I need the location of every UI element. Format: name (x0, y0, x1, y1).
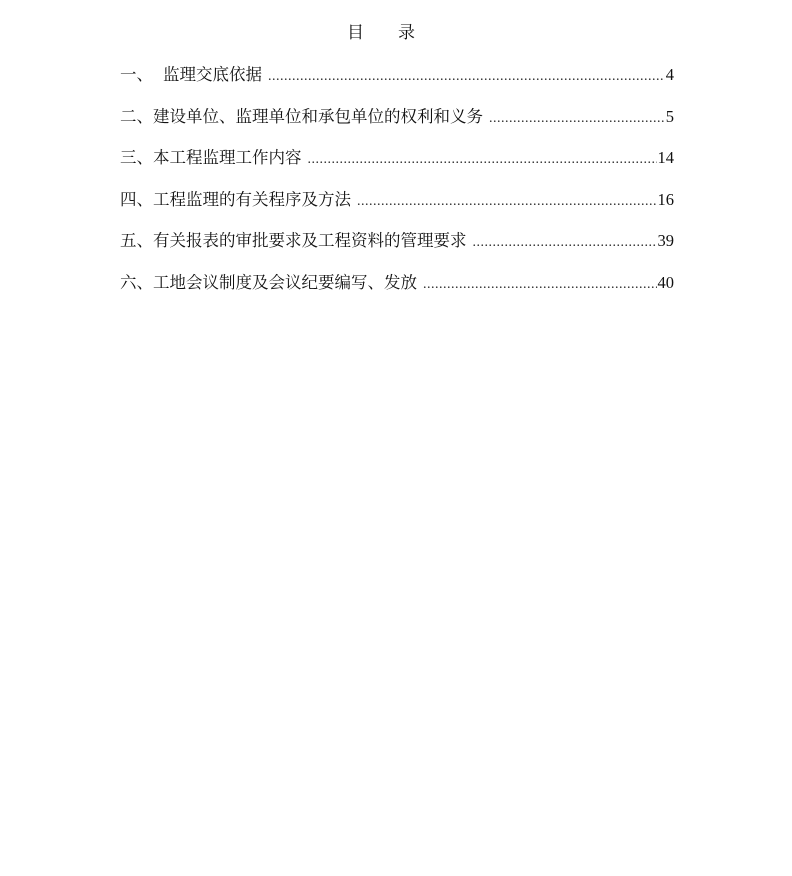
toc-entry-number: 六、 (120, 272, 153, 292)
toc-entry-number: 三、 (120, 148, 153, 168)
toc-dot-leader (473, 230, 657, 256)
toc-entry-number: 四、 (120, 189, 153, 209)
toc-entry-2[interactable] (120, 104, 674, 130)
toc-entry-number: 二、 (120, 106, 153, 126)
toc-entry-label: 有关报表的审批要求及工程资料的管理要求 (153, 231, 467, 251)
toc-dot-leader (308, 147, 657, 173)
toc-entry-label: 工程监理的有关程序及方法 (153, 189, 351, 209)
toc-entry-number: 一、 (120, 65, 153, 84)
toc-entry-label: 建设单位、监理单位和承包单位的权利和义务 (153, 106, 483, 126)
toc-dot-leader (268, 64, 665, 90)
toc-entry-label: 本工程监理工作内容 (153, 148, 302, 168)
toc-entry-page: 16 (657, 189, 674, 209)
toc-entry-page: 39 (657, 231, 674, 251)
toc-dot-leader (489, 106, 665, 132)
toc-entry-label: 监理交底依据 (163, 65, 262, 84)
toc-entry-page: 14 (657, 148, 674, 168)
toc-dot-leader (423, 272, 657, 298)
toc-dot-leader (357, 189, 657, 215)
table-of-contents (120, 62, 674, 312)
toc-entry-1[interactable] (120, 62, 674, 88)
toc-title (0, 20, 762, 46)
toc-entry-3[interactable] (120, 145, 674, 171)
toc-entry-number: 五、 (120, 231, 153, 251)
toc-entry-6[interactable] (120, 270, 674, 296)
toc-entry-5[interactable] (120, 228, 674, 254)
toc-entry-4[interactable] (120, 187, 674, 213)
toc-entry-label: 工地会议制度及会议纪要编写、发放 (153, 272, 417, 292)
toc-entry-page: 5 (665, 106, 674, 126)
toc-entry-page: 40 (657, 272, 674, 292)
toc-title-char-1: 目 (347, 23, 364, 43)
toc-title-char-2: 录 (398, 23, 415, 43)
toc-entry-page: 4 (665, 65, 674, 84)
